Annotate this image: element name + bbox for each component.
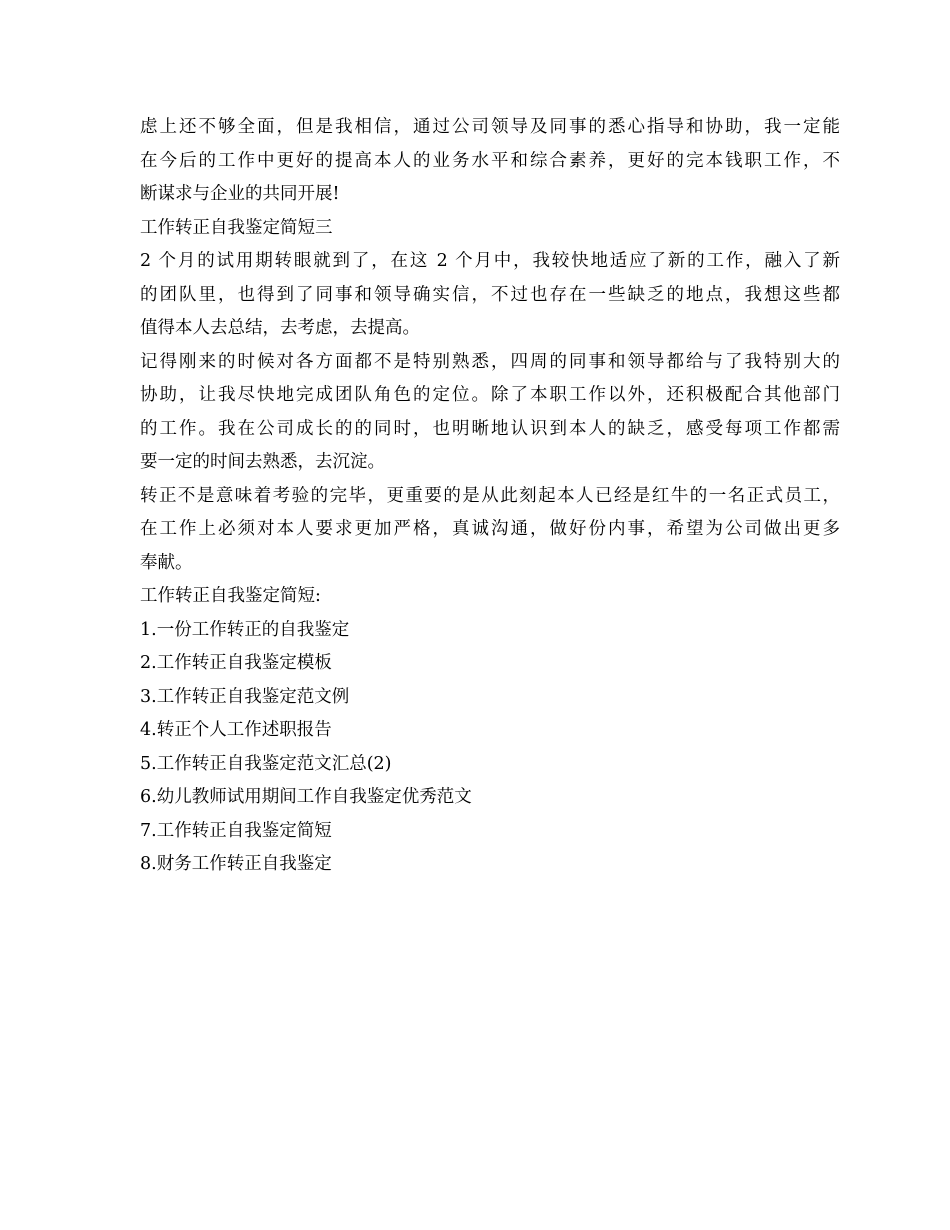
paragraph-line: 记得刚来的时候对各方面都不是特别熟悉，四周的同事和领导都给与了我特别大的 [140, 351, 840, 372]
paragraph-line: 协助，让我尽快地完成团队角色的定位。除了本职工作以外，还积极配合其他部门 [140, 385, 840, 405]
paragraph-line: 的工作。我在公司成长的的同时，也明晰地认识到本人的缺乏，感受每项工作都需 [140, 418, 840, 439]
section-heading: 工作转正自我鉴定简短三 [140, 217, 333, 238]
list-item: 8.财务工作转正自我鉴定 [140, 854, 332, 874]
paragraph-line: 断谋求与企业的共同开展! [140, 184, 340, 204]
list-item: 7.工作转正自我鉴定简短 [140, 820, 332, 841]
paragraph-line: 奉献。 [140, 552, 193, 573]
paragraph-line: 值得本人去总结，去考虑，去提高。 [140, 318, 420, 338]
paragraph-line: 要一定的时间去熟悉，去沉淀。 [140, 452, 385, 472]
list-item: 4.转正个人工作述职报告 [140, 720, 332, 740]
list-item: 5.工作转正自我鉴定范文汇总(2) [140, 753, 392, 774]
list-item: 2.工作转正自我鉴定模板 [140, 653, 332, 673]
paragraph-line: 在工作上必须对本人要求更加严格，真诚沟通，做好份内事，希望为公司做出更多 [140, 519, 840, 539]
paragraph-line: 在今后的工作中更好的提高本人的业务水平和综合素养，更好的完本钱职工作，不 [140, 150, 840, 171]
paragraph-line: 2 个月的试用期转眼就到了，在这 2 个月中，我较快地适应了新的工作，融入了新 [140, 251, 840, 271]
paragraph-line: 转正不是意味着考验的完毕，更重要的是从此刻起本人已经是红牛的一名正式员工， [140, 485, 840, 506]
list-item: 1.一份工作转正的自我鉴定 [140, 619, 350, 640]
list-item: 6.幼儿教师试用期间工作自我鉴定优秀范文 [140, 787, 472, 807]
list-heading: 工作转正自我鉴定简短: [140, 586, 321, 606]
list-item: 3.工作转正自我鉴定范文例 [140, 686, 350, 707]
paragraph-line: 的团队里，也得到了同事和领导确实信，不过也存在一些缺乏的地点，我想这些都 [140, 284, 840, 305]
paragraph-line: 虑上还不够全面，但是我相信，通过公司领导及同事的悉心指导和协助，我一定能 [140, 117, 840, 137]
document-body [140, 111, 840, 882]
